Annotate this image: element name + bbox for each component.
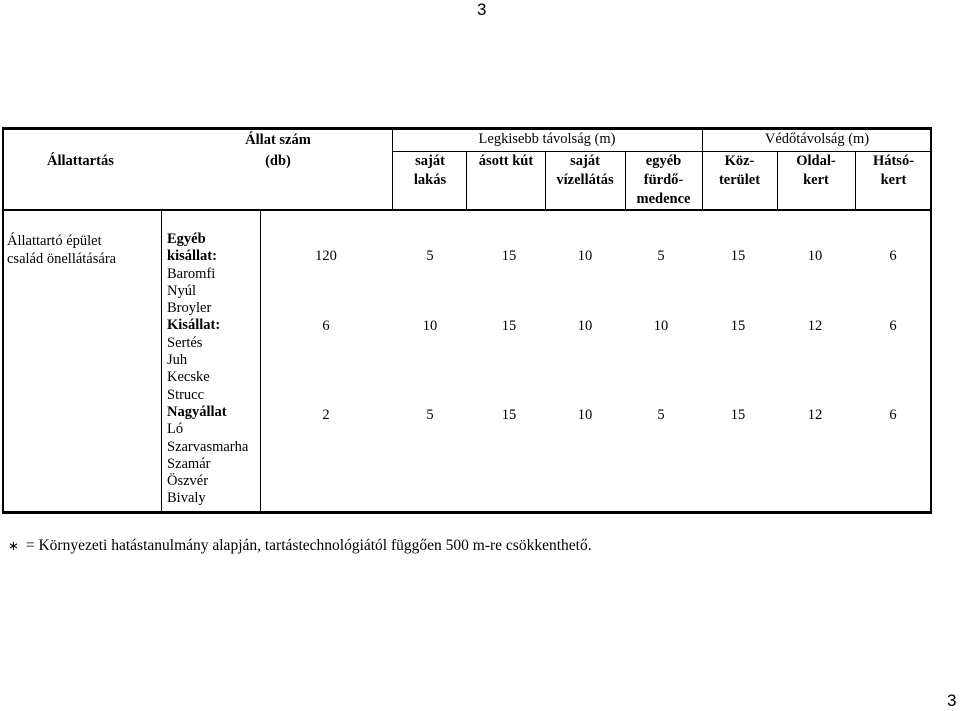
- value-cell: 5: [426, 407, 434, 423]
- animal-name: Szamár: [167, 455, 211, 472]
- value-cell: 10: [653, 318, 669, 334]
- value-cell: 6: [889, 318, 897, 334]
- header-allattartas: Állattartás: [47, 153, 114, 169]
- animal-name: Szarvasmarha: [167, 438, 249, 455]
- header-sajat-vizellatas: saját vízellátás: [556, 153, 614, 188]
- value-cell: 5: [657, 248, 665, 264]
- value-cell: 6: [889, 248, 897, 264]
- header-group-vedotavolsag: Védőtávolság (m): [764, 131, 870, 147]
- header-hatsokert: Hátsó- kert: [872, 153, 915, 188]
- animal-name: Nyúl: [167, 282, 196, 299]
- animal-name: Öszvér: [167, 473, 209, 490]
- value-cell: 5: [426, 248, 434, 264]
- animal-list: [167, 231, 248, 508]
- value-cell: 15: [730, 248, 746, 264]
- value-cell: 15: [501, 407, 517, 423]
- value-cell: 15: [730, 318, 746, 334]
- header-sajat-lakas: saját lakás: [413, 153, 447, 188]
- col-divider-2: [260, 209, 261, 513]
- value-cell: 15: [501, 248, 517, 264]
- header-db: (db): [265, 153, 291, 169]
- value-cell: 12: [807, 407, 823, 423]
- value-cell: 6: [889, 407, 897, 423]
- value-cell: 10: [577, 318, 593, 334]
- header-kozterulet: Köz- terület: [718, 153, 761, 188]
- row-category: Állattartó épület család önellátására: [7, 233, 117, 267]
- header-allat-szam: Állat szám: [245, 132, 311, 148]
- animal-name: Juh: [167, 352, 188, 369]
- header-group-legkisebb: Legkisebb távolság (m): [478, 131, 616, 147]
- value-cell: 15: [501, 318, 517, 334]
- value-cell: 10: [577, 407, 593, 423]
- group-title: Kisállat:: [167, 317, 221, 334]
- animal-name: Ló: [167, 421, 184, 438]
- footnote: [8, 537, 592, 555]
- header-egyeb-furdomedence: egyéb fürdő- medence: [636, 153, 691, 207]
- value-cell: 10: [807, 248, 823, 264]
- header-asott-kut: ásott kút: [478, 153, 534, 169]
- animal-name: Strucc: [167, 386, 205, 403]
- value-cell: 10: [422, 318, 438, 334]
- value-cell: 120: [315, 248, 337, 264]
- group-title: kisállat:: [167, 248, 217, 265]
- value-cell: 10: [577, 248, 593, 264]
- value-cell: 15: [730, 407, 746, 423]
- header-bottom-line: [2, 209, 932, 211]
- animal-name: Baromfi: [167, 265, 216, 282]
- value-cell: 2: [322, 407, 330, 423]
- animal-name: Broyler: [167, 300, 212, 317]
- col-divider-1: [161, 209, 162, 513]
- header-oldalkert: Oldal- kert: [796, 153, 836, 188]
- page-number-top: 3: [477, 0, 487, 19]
- group-title: Nagyállat: [167, 403, 227, 420]
- footnote-text: = Környezeti hatástanulmány alapján, tartástechnológiától függően 500 m-re csökkenthető.: [25, 537, 592, 554]
- asterisk-icon: ∗: [8, 539, 19, 554]
- page-number-bottom: 3: [947, 691, 957, 710]
- animal-name: Kecske: [167, 369, 210, 386]
- value-cell: 6: [322, 318, 330, 334]
- value-cell: 12: [807, 318, 823, 334]
- value-cell: 5: [657, 407, 665, 423]
- animal-name: Bivaly: [167, 490, 206, 507]
- group-title: Egyéb: [167, 231, 206, 247]
- animal-name: Sertés: [167, 334, 203, 351]
